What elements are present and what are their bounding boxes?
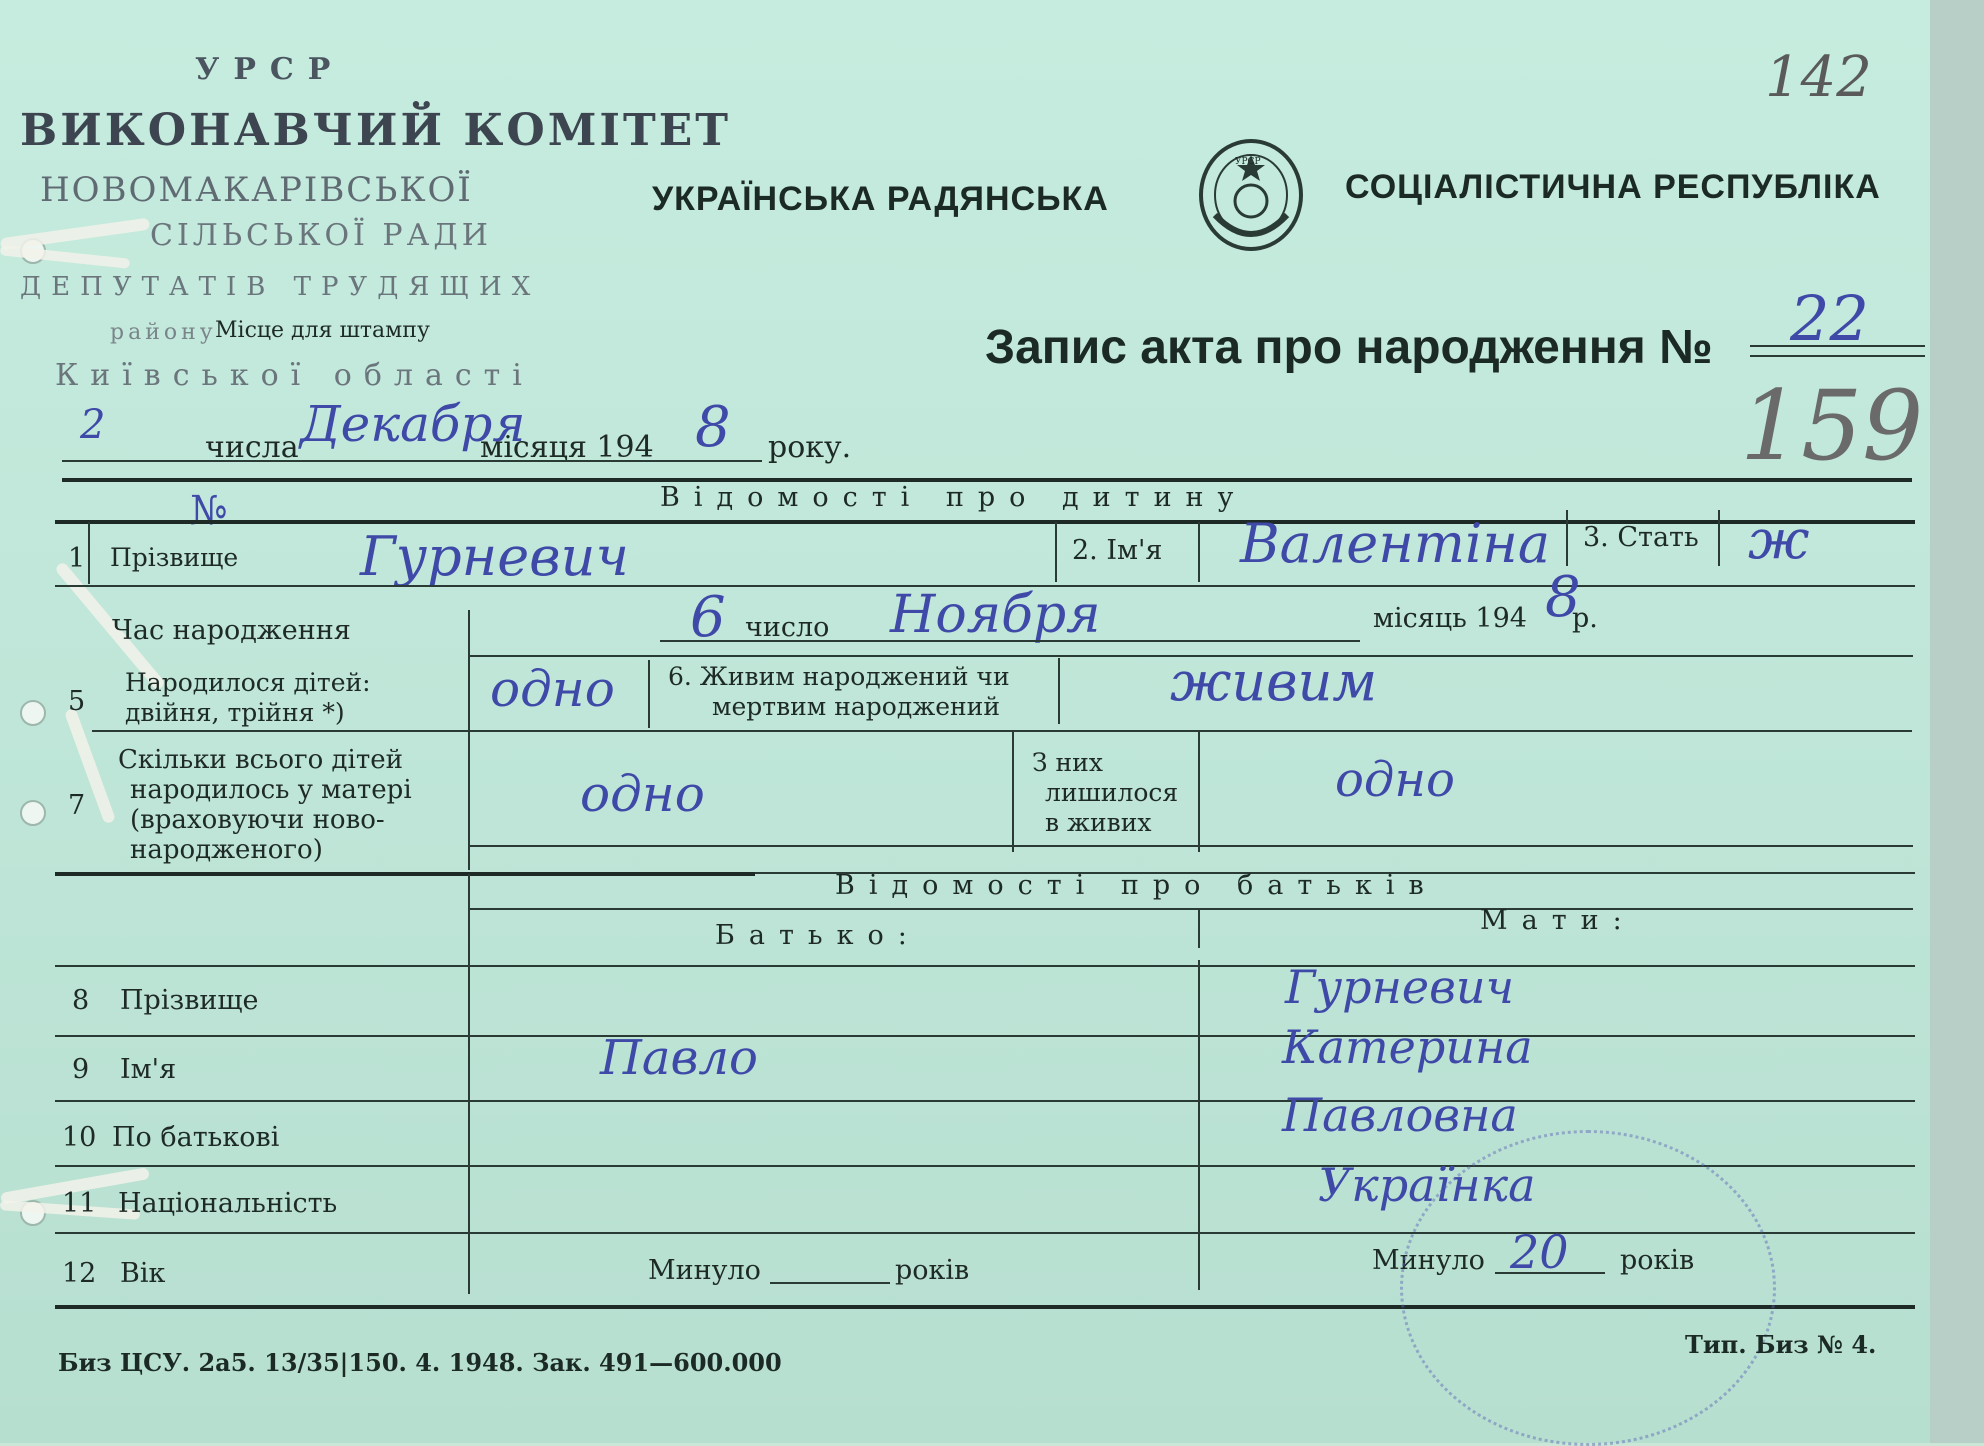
stamp-caption: Місце для штампу [215,318,430,343]
date-label-day: числа [205,430,299,465]
rule [468,874,470,1294]
alive-total-label-2: лишилося [1045,778,1179,807]
state-emblem-icon: УРСР [1195,135,1307,255]
underline [1750,355,1925,357]
father-header: Батько: [715,920,921,951]
child-name: Валентіна [1240,512,1551,575]
date-label-year: року. [768,430,852,465]
alive-total-label-1: З них [1032,748,1103,777]
rule [468,610,470,870]
alive-label-1: 6. Живим народжений чи [668,662,1010,691]
total-label-1: Скільки всього дітей [118,745,403,775]
underline [1750,345,1925,347]
birth-year-digit: 8 [1545,565,1581,630]
row-number: 5 [68,686,86,717]
born-count-label-2: двійня, трійня *) [125,698,345,727]
birth-label: Час народження [112,615,351,646]
sex-label: 3. Стать [1583,522,1699,553]
republic-right: СОЦІАЛІСТИЧНА РЕСПУБЛІКА [1345,168,1881,206]
binding-hole [20,800,46,826]
rule [55,1100,1915,1102]
rule [1012,732,1014,852]
total-label-2: народилось у матері [130,775,412,805]
alive-total-value: одно [1335,752,1455,808]
archive-number-2: 159 [1740,370,1924,482]
date-year-digit: 8 [695,395,731,460]
born-count-label-1: Народилося дітей: [125,668,371,697]
number-sign: № [190,488,228,534]
record-number: 22 [1790,282,1869,355]
rule [1198,732,1200,852]
birth-day: 6 [690,585,726,650]
child-sex: ж [1748,508,1810,571]
footer-right: Тип. Биз № 4. [1685,1330,1877,1359]
birth-year-label: р. [1572,603,1598,634]
total-label-4: народженого) [130,835,323,865]
surname-label: Прізвище [110,543,239,572]
alive-label-2: мертвим народжений [712,692,1001,721]
rule [1055,522,1057,582]
mother-header: Мати: [1480,905,1636,936]
date-line [62,460,762,462]
rule [468,845,1913,847]
rule [648,660,650,728]
born-count-value: одно [490,660,615,718]
binding-hole [20,700,46,726]
birth-day-label: число [745,612,830,643]
rule [88,522,90,584]
date-day: 2 [80,402,106,448]
republic-left: УКРАЇНСЬКА РАДЯНСЬКА [652,180,1109,218]
row-number: 1 [68,543,86,574]
rule [1198,522,1200,582]
rule [92,730,1912,732]
rule [55,872,755,876]
child-section-title: Відомості про дитину [660,482,1248,513]
name-label: 2. Ім'я [1072,535,1163,566]
date-label-month: місяця 194 [480,430,654,465]
rule [55,965,1915,967]
birth-month: Ноября [890,585,1101,645]
child-surname: Гурневич [360,525,629,588]
rule [1718,510,1720,566]
rule [55,1035,1915,1037]
alive-total-label-3: в живих [1045,808,1152,837]
footer-left: Биз ЦСУ. 2а5. 13/35|150. 4. 1948. Зак. 491—600.000 [58,1348,782,1377]
total-value: одно [580,765,705,823]
rule [468,908,1913,910]
page-edge [1930,0,1984,1443]
parents-section-title: Відомості про батьків [835,870,1438,901]
row-number: 7 [68,790,86,821]
birth-month-label: місяць 194 [1373,603,1527,634]
rule [1566,510,1568,566]
rule [1198,960,1200,1290]
record-title: Запис акта про народження № [985,321,1713,374]
official-seal [1400,1130,1776,1446]
rule [1058,658,1060,724]
date-month: Декабря [300,395,526,453]
archive-number: 142 [1765,45,1872,110]
rule [660,640,1360,642]
rule [1198,908,1200,948]
alive-value: живим [1170,650,1378,713]
total-label-3: (враховуючи ново- [130,805,385,835]
